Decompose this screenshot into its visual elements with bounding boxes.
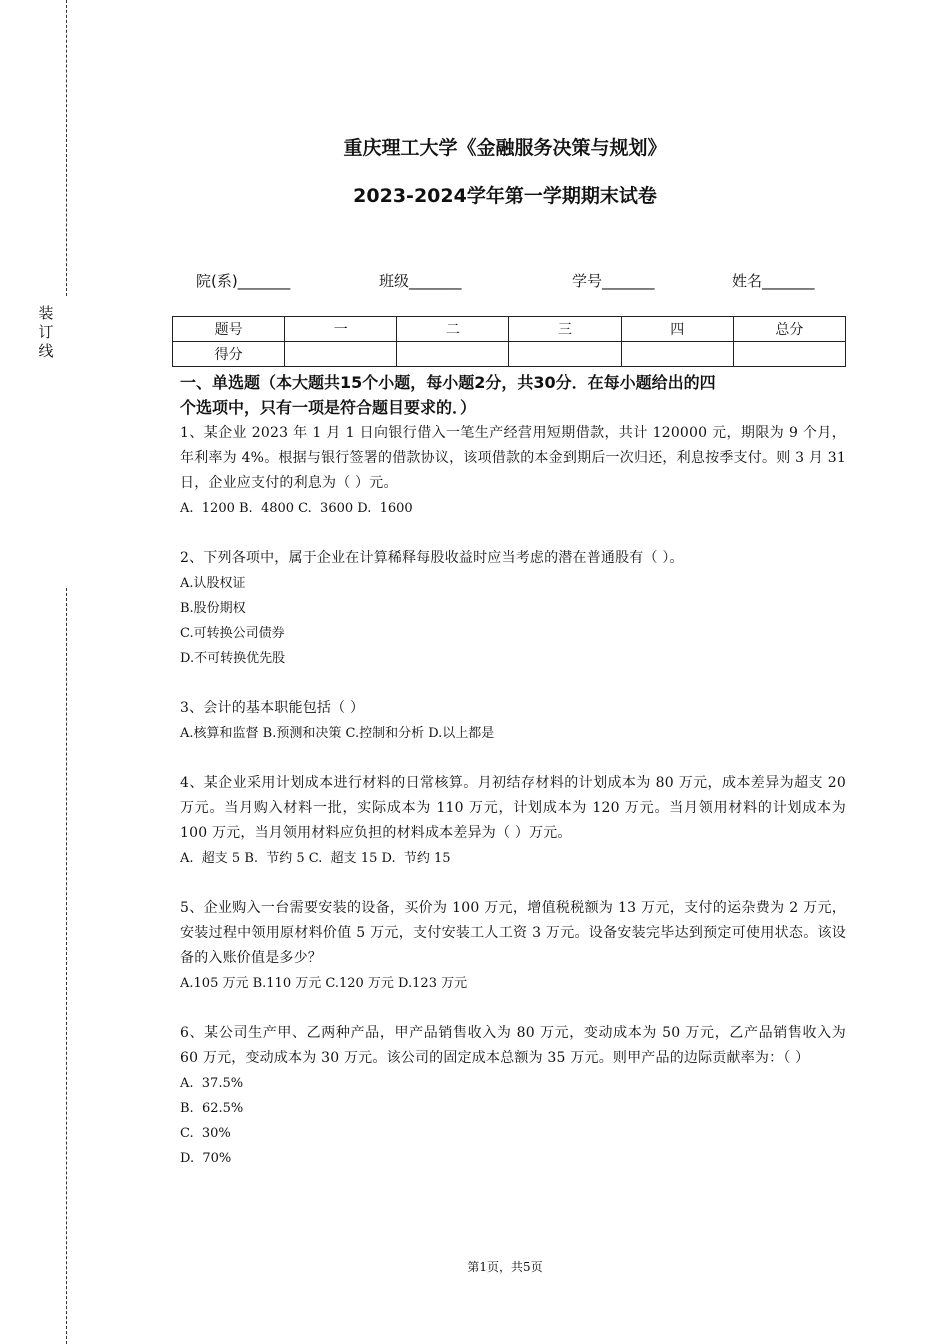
option-a: A.认股权证 — [180, 576, 246, 591]
option-c: C.可转换公司债券 — [180, 626, 285, 641]
table-header-cell: 三 — [509, 317, 621, 342]
question-options: A. 超支 5 B. 节约 5 C. 超支 15 D. 节约 15 — [180, 851, 451, 866]
student-id-field[interactable]: 学号_______ — [572, 272, 655, 290]
binding-char: 装 — [38, 304, 54, 322]
score-table — [172, 316, 846, 367]
option-c: C. 30% — [180, 1126, 231, 1141]
score-cell[interactable] — [621, 342, 733, 367]
option-b: B.股份期权 — [180, 601, 246, 616]
score-cell[interactable] — [733, 342, 845, 367]
question-options: A. 1200 B. 4800 C. 3600 D. 1600 — [180, 501, 413, 516]
binding-char: 线 — [38, 342, 54, 360]
question-stem: 2、下列各项中，属于企业在计算稀释每股收益时应当考虑的潜在普通股有（ ）。 — [180, 550, 684, 566]
question-stem: 1、某企业 2023 年 1 月 1 日向银行借入一笔生产经营用短期借款，共计 120000 元，期限为 9 个月，年利率为 4%。根据与银行签署的借款协议，该项借款的本金到期后一次归还，利息按季支付。则 3 月 31 日，企业应支付的利息为（ ）元。 — [180, 425, 846, 491]
binding-label — [38, 304, 54, 361]
option-d: D. 70% — [180, 1151, 232, 1166]
question-5 — [180, 896, 846, 996]
name-field[interactable]: 姓名_______ — [732, 272, 815, 290]
section-heading-line: 一、单选题（本大题共15个小题，每小题2分，共30分．在每小题给出的四 — [180, 373, 716, 392]
binding-char: 订 — [38, 323, 54, 341]
question-6 — [180, 1021, 846, 1171]
table-header-cell: 二 — [397, 317, 509, 342]
question-3 — [180, 696, 846, 746]
table-header-cell: 题号 — [173, 317, 285, 342]
class-field[interactable]: 班级_______ — [379, 272, 462, 290]
exam-title: 重庆理工大学《金融服务决策与规划》 — [343, 137, 667, 159]
score-row-label: 得分 — [173, 342, 285, 367]
question-options: A.核算和监督 B.预测和决策 C.控制和分析 D.以上都是 — [180, 726, 495, 741]
exam-content — [180, 370, 846, 1196]
table-header-row — [173, 317, 846, 342]
question-stem: 4、某企业采用计划成本进行材料的日常核算。月初结存材料的计划成本为 80 万元，成本差异为超支 20 万元。当月购入材料一批，实际成本为 110 万元，计划成本为 120 万元。当月领用材料的计划成本为 100 万元，当月领用材料应负担的材料成本差异为（ ）万元。 — [180, 775, 846, 841]
question-4 — [180, 771, 846, 871]
option-b: B. 62.5% — [180, 1101, 244, 1116]
question-options: A.105 万元 B.110 万元 C.120 万元 D.123 万元 — [180, 976, 468, 991]
question-2 — [180, 546, 846, 671]
table-score-row — [173, 342, 846, 367]
score-cell[interactable] — [397, 342, 509, 367]
score-cell[interactable] — [285, 342, 397, 367]
page-footer: 第1页，共5页 — [467, 1260, 543, 1274]
department-field[interactable]: 院(系)_______ — [196, 272, 291, 290]
table-header-cell: 一 — [285, 317, 397, 342]
table-header-cell: 总分 — [733, 317, 845, 342]
exam-term: 2023-2024学年第一学期期末试卷 — [353, 185, 657, 207]
score-cell[interactable] — [509, 342, 621, 367]
option-d: D.不可转换优先股 — [180, 651, 286, 666]
section-heading — [180, 370, 846, 420]
question-1 — [180, 421, 846, 521]
section-heading-line: 个选项中，只有一项是符合题目要求的．） — [180, 398, 477, 417]
question-stem: 3、会计的基本职能包括（ ） — [180, 700, 365, 716]
question-stem: 5、企业购入一台需要安装的设备，买价为 100 万元，增值税税额为 13 万元，支付的运杂费为 2 万元，安装过程中领用原材料价值 5 万元，支付安装工人工资 3 万元。设备安装完毕达到预定可使用状态。该设备的入账价值是多少？ — [180, 900, 846, 966]
binding-line-bottom — [66, 588, 67, 1344]
question-stem: 6、某公司生产甲、乙两种产品，甲产品销售收入为 80 万元，变动成本为 50 万元，乙产品销售收入为 60 万元，变动成本为 30 万元。该公司的固定成本总额为 35 万元。则甲产品的边际贡献率为：（ ） — [180, 1025, 846, 1066]
table-header-cell: 四 — [621, 317, 733, 342]
option-a: A. 37.5% — [180, 1076, 244, 1091]
